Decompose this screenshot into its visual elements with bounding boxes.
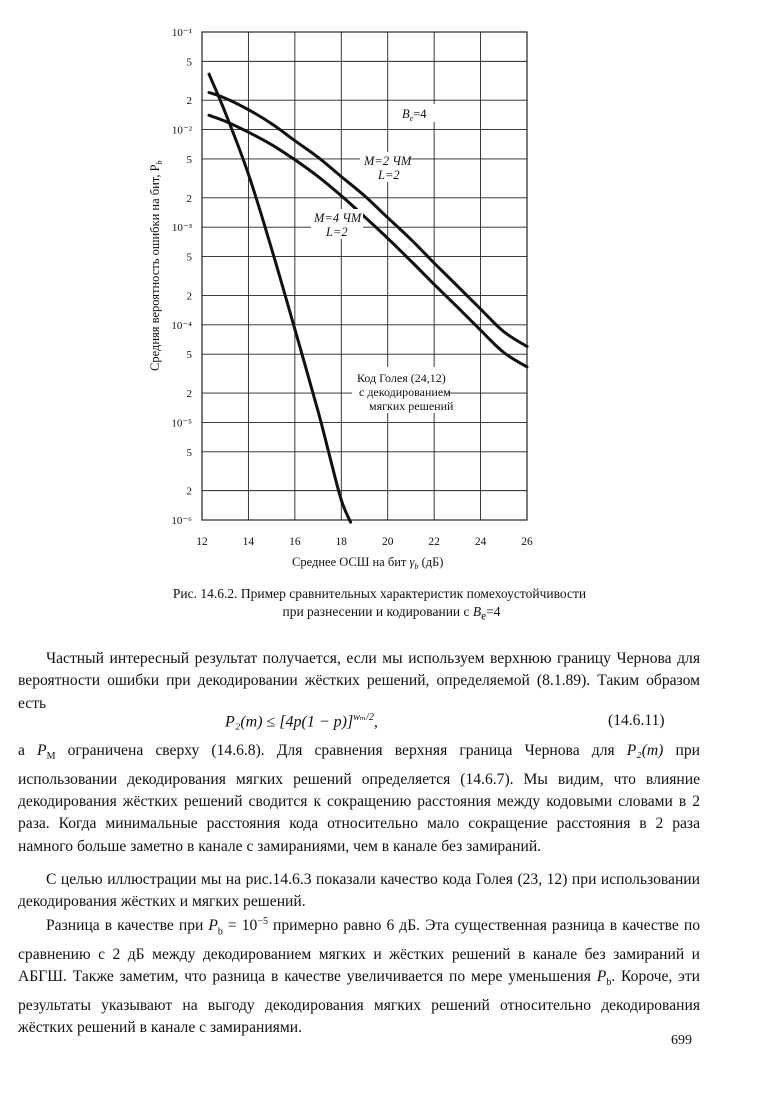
x-tick-label: 16: [289, 536, 301, 548]
y-tick-label: 2: [186, 192, 192, 205]
y-tick-label: 2: [186, 290, 192, 303]
annotation-m2: [360, 152, 412, 182]
x-tick-label: 20: [381, 536, 394, 548]
x-tick-label: 12: [196, 536, 208, 548]
y-tick-label: 5: [186, 153, 192, 166]
paragraph-3: С целью иллюстрации мы на рис.14.6.3 показали качество кода Голея (23, 12) при использовании декодирования жёстких и мягких решений.: [18, 871, 700, 911]
y-tick-label: 10⁻⁴: [171, 319, 192, 332]
x-axis-label: Среднее ОСШ на бит $\gamma_b$ (дБ): [292, 555, 444, 571]
y-tick-label: 10⁻³: [171, 222, 192, 235]
svg-text:L=2: L=2: [378, 168, 400, 182]
formula-number: (14.6.11): [608, 712, 665, 729]
figure-caption-line1: Рис. 14.6.2. Пример сравнительных характеристик помехоустойчивости: [172, 586, 587, 601]
x-tick-label: 24: [474, 536, 487, 548]
svg-text:M=4 ЧМ: M=4 ЧМ: [314, 211, 362, 225]
x-tick-label: 18: [335, 536, 348, 548]
y-tick-label: 10⁻⁶: [171, 515, 192, 527]
figure-caption-line2: при разнесении и кодировании с $B_e=4$: [282, 604, 501, 623]
paragraph-2: а $P_M$ ограничена сверху (14.6.8). Для сравнения верхняя граница Чернова для P₂(m) при использовании декодирования мягких решений определяется (14.6.7). Мы видим, что влияние декодирования жёстких решений сводится к сокращению расстояния между кодовыми словами в 2 раза. Когда минимальные расстояния кода относительно мало сокращение расстояния в 2 раза намного больше заметно в канале с замираниями, чем в канале без замираний.: [18, 742, 700, 855]
y-tick-label: 5: [186, 251, 192, 264]
plot-frame: [202, 32, 527, 520]
svg-text:M=2 ЧМ: M=2 ЧМ: [364, 154, 412, 168]
x-tick-label: 26: [521, 536, 533, 548]
y-tick-label: 5: [186, 56, 192, 69]
y-tick-label: 10⁻²: [171, 124, 192, 137]
x-tick-label: 14: [242, 536, 255, 548]
annotation-be: [398, 104, 438, 123]
svg-text:Код Голея (24,12): Код Голея (24,12): [357, 371, 446, 385]
y-axis-label: Средняя вероятность ошибки на бит, $P_b$: [148, 160, 164, 371]
y-tick-label: 10⁻⁵: [171, 417, 192, 430]
svg-text:мягких решений: мягких решений: [369, 399, 454, 413]
y-tick-label: 5: [186, 446, 192, 459]
paragraph-4: Разница в качестве при $P_b = 10^{-5}$ примерно равно 6 дБ. Эта существенная разница в качестве по сравнению с 2 дБ между декодированием мягких и жёстких решений в канале без замираний и АБГШ. Также заметим, что разница в качестве увеличивается по мере уменьшения $P_b$. Короче, эти результаты указывают на выгоду декодирования мягких решений относительно декодирования жёстких решений в канале с замираниями.: [18, 916, 701, 1037]
annotation-m4: [311, 209, 363, 239]
x-tick-label: 22: [428, 536, 440, 548]
page-number: 699: [671, 1033, 692, 1048]
svg-text:Be=4: $B_e=4$: [402, 107, 427, 123]
y-tick-label: 2: [186, 388, 192, 401]
chart-curves: [209, 74, 527, 522]
svg-text:L=2: L=2: [326, 225, 348, 239]
chart-grid: [202, 32, 527, 520]
annotation-golay: [352, 367, 454, 413]
paragraph-1: Частный интересный результат получается, если мы используем верхнюю границу Чернова для вероятности ошибки при декодировании жёстких решений, определяемой (8.1.89). Таким образом есть: [18, 650, 700, 712]
y-tick-label: 2: [186, 485, 192, 498]
series-line-3: [209, 74, 351, 522]
y-tick-label: 2: [186, 95, 192, 108]
chart-ticks: [171, 27, 533, 548]
y-tick-label: 5: [186, 349, 192, 362]
y-tick-label: 10⁻¹: [171, 27, 192, 39]
svg-text:с декодированием: с декодированием: [359, 385, 451, 399]
formula-14-6-11: $P_2(m) \le [4p(1 - p)]^{w_m/2}$,: [225, 712, 378, 731]
